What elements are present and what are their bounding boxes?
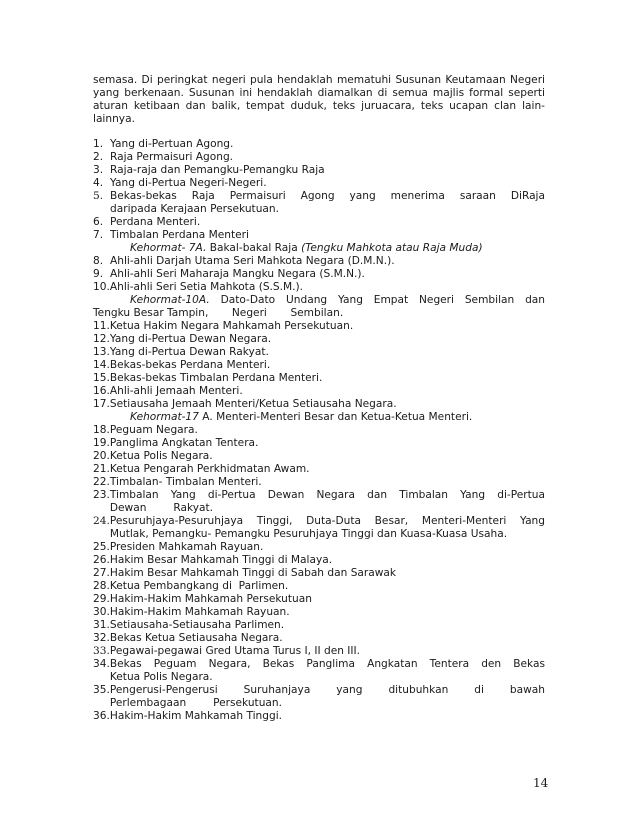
list-item: 30. Hakim-Hakim Mahkamah Rayuan. <box>93 606 290 618</box>
kehormat-10a-continued: Tengku Besar Tampin, Negeri Sembilan. <box>93 307 344 319</box>
list-item: 2. Raja Permaisuri Agong. <box>93 151 234 163</box>
list-item: 11. Ketua Hakim Negara Mahkamah Persekutuan. <box>93 320 354 332</box>
list-item: 1. Yang di-Pertuan Agong. <box>93 138 234 150</box>
list-item: 31. Setiausaha-Setiausaha Parlimen. <box>93 619 285 631</box>
list-item: 27. Hakim Besar Mahkamah Tinggi di Sabah dan Sarawak <box>93 567 397 579</box>
list-item: 20. Ketua Polis Negara. <box>93 450 213 462</box>
list-item: 34. Bekas Peguam Negara, Bekas Panglima Angkatan Tentera den Bekas Ketua Polis Negara. <box>93 658 545 683</box>
page-number: 14 <box>533 776 549 790</box>
list-item: 29. Hakim-Hakim Mahkamah Persekutuan <box>93 593 312 605</box>
list-item: 4. Yang di-Pertua Negeri-Negeri. <box>93 177 267 189</box>
list-item: 26. Hakim Besar Mahkamah Tinggi di Malaya. <box>93 554 333 566</box>
list-item: 18. Peguam Negara. <box>93 424 198 436</box>
list-item: 14. Bekas-bekas Perdana Menteri. <box>93 359 271 371</box>
list-item: 3. Raja-raja dan Pemangku-Pemangku Raja <box>93 164 325 176</box>
kehormat-10a: Kehormat-10A. Dato-Dato Undang Yang Empat Negeri Sembilan dan <box>130 294 545 306</box>
list-item: 12. Yang di-Pertua Dewan Negara. <box>93 333 272 345</box>
list-item: 10. Ahli-ahli Seri Setia Mahkota (S.S.M.). <box>93 281 304 293</box>
kehormat-7a: Kehormat- 7A. Bakal-bakal Raja (Tengku Mahkota atau Raja Muda) <box>130 242 483 254</box>
document-body <box>93 74 545 723</box>
list-item: 36. Hakim-Hakim Mahkamah Tinggi. <box>93 710 283 722</box>
list-item: 24. Pesuruhjaya-Pesuruhjaya Tinggi, Duta-Duta Besar, Menteri-Menteri Yang Mutlak, Pemangku- Pemangku Pesuruhjaya Tinggi dan Kuasa-Kuasa Usaha. <box>93 515 545 540</box>
list-item: 22. Timbalan- Timbalan Menteri. <box>93 476 262 488</box>
list-item: 19. Panglima Angkatan Tentera. <box>93 437 259 449</box>
intro-paragraph: semasa. Di peringkat negeri pula hendaklah mematuhi Susunan Keutamaan Negeri yang berkenaan. Susunan ini hendaklah diamalkan di semua majlis formal seperti aturan ketibaan dan balik, tempat duduk, teks juruacara, teks ucapan clan lain-lainnya. <box>93 74 545 125</box>
list-item: 23. Timbalan Yang di-Pertua Dewan Negara dan Timbalan Yang di-Pertua Dewan Rakyat. <box>93 489 545 514</box>
list-item: 17. Setiausaha Jemaah Menteri/Ketua Setiausaha Negara. <box>93 398 397 410</box>
list-item: 25. Presiden Mahkamah Rayuan. <box>93 541 264 553</box>
list-item: 13. Yang di-Pertua Dewan Rakyat. <box>93 346 269 358</box>
list-item: 9. Ahli-ahli Seri Maharaja Mangku Negara (S.M.N.). <box>93 268 365 280</box>
list-item: 21. Ketua Pengarah Perkhidmatan Awam. <box>93 463 310 475</box>
list-item: 8. Ahli-ahli Darjah Utama Seri Mahkota Negara (D.M.N.). <box>93 255 395 267</box>
list-item: 28. Ketua Pembangkang di Parlimen. <box>93 580 289 592</box>
list-item: 5. Bekas-bekas Raja Permaisuri Agong yang menerima saraan DiRaja daripada Kerajaan Persekutuan. <box>93 190 545 215</box>
list-item: 6. Perdana Menteri. <box>93 216 201 228</box>
list-item: 35. Pengerusi-Pengerusi Suruhanjaya yang ditubuhkan di bawah Perlembagaan Persekutuan. <box>93 684 545 709</box>
list-item: 32. Bekas Ketua Setiausaha Negara. <box>93 632 283 644</box>
kehormat-17: Kehormat-17 A. Menteri-Menteri Besar dan Ketua-Ketua Menteri. <box>130 411 473 423</box>
list-item: 15. Bekas-bekas Timbalan Perdana Menteri. <box>93 372 323 384</box>
precedence-list <box>93 138 545 723</box>
list-item: 16. Ahli-ahli Jemaah Menteri. <box>93 385 243 397</box>
list-item: 7. Timbalan Perdana Menteri <box>93 229 249 241</box>
list-item: 33. Pegawai-pegawai Gred Utama Turus I, II den III. <box>93 645 361 657</box>
